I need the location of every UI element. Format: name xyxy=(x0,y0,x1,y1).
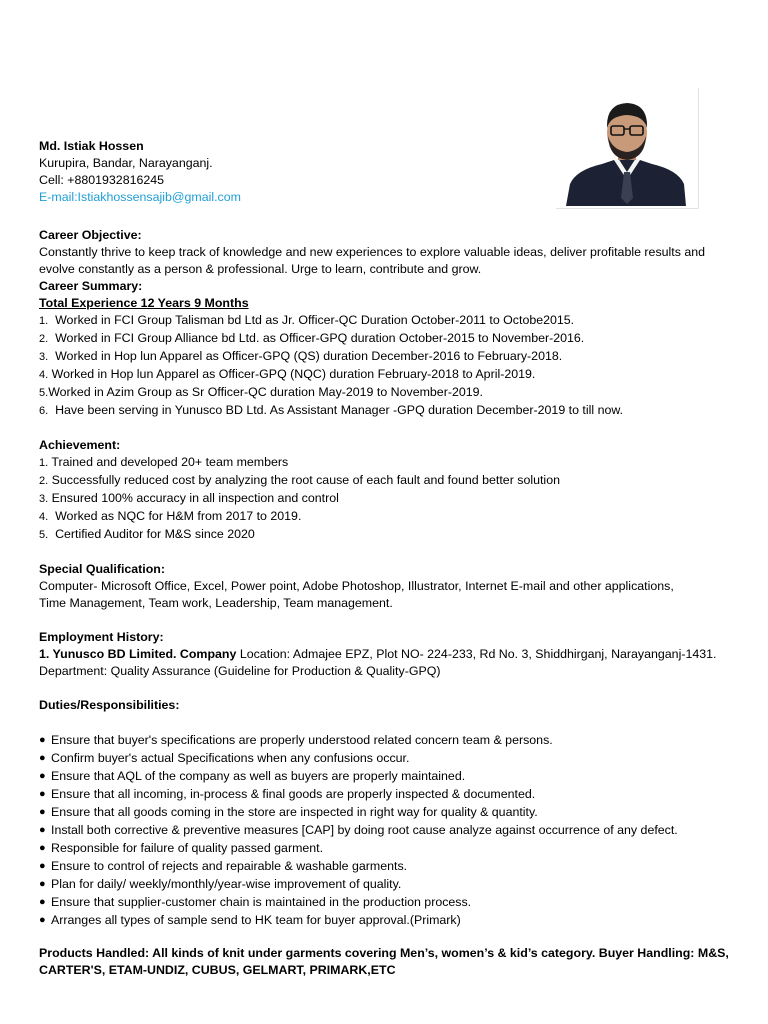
candidate-name: Md. Istiak Hossen xyxy=(39,139,144,153)
bullet-icon: ● xyxy=(39,878,46,890)
phone-number: Cell: +8801932816245 xyxy=(39,173,165,187)
career-objective-heading: Career Objective: xyxy=(39,228,142,242)
bullet-item xyxy=(39,767,739,785)
bullet-icon: ● xyxy=(39,806,46,818)
list-item: 1. Trained and developed 20+ team members xyxy=(39,455,289,469)
list-item: 5. Certified Auditor for M&S since 2020 xyxy=(39,527,255,541)
bullet-text: Ensure to control of rejects and repairable & washable garments. xyxy=(51,859,408,873)
bullet-text: Confirm buyer's actual Specifications when any confusions occur. xyxy=(51,751,410,765)
bullet-icon: ● xyxy=(39,914,46,926)
list-item: 4. Worked as NQC for H&M from 2017 to 2019. xyxy=(39,509,302,523)
bullet-icon: ● xyxy=(39,824,46,836)
bullet-text: Ensure that supplier-customer chain is maintained in the production process. xyxy=(51,895,472,909)
bullet-text: Ensure that buyer's specifications are properly understood related concern team & persons. xyxy=(51,733,553,747)
bullet-icon: ● xyxy=(39,770,46,782)
bullet-text: Ensure that all goods coming in the store are inspected in right way for quality & quantity. xyxy=(51,805,538,819)
bullet-text: Plan for daily/ weekly/monthly/year-wise improvement of quality. xyxy=(51,877,402,891)
email-link[interactable]: E-mail:Istiakhossensajib@gmail.com xyxy=(39,190,241,204)
bullet-item xyxy=(39,857,739,875)
list-item: 3. Worked in Hop lun Apparel as Officer-GPQ (QS) duration December-2016 to February-2018. xyxy=(39,349,563,363)
company-name: 1. Yunusco BD Limited. Company xyxy=(39,647,237,661)
list-item: 2. Successfully reduced cost by analyzing the root cause of each fault and found better solution xyxy=(39,473,560,487)
list-item: 2. Worked in FCI Group Alliance bd Ltd. as Officer-GPQ duration October-2015 to November-2016. xyxy=(39,331,585,345)
bullet-text: Ensure that AQL of the company as well as buyers are properly maintained. xyxy=(51,769,466,783)
achievement-list xyxy=(39,454,739,544)
address: Kurupira, Bandar, Narayanganj. xyxy=(39,156,213,170)
special-qualification-heading: Special Qualification: xyxy=(39,562,165,576)
list-item: 3. Ensured 100% accuracy in all inspection and control xyxy=(39,491,339,505)
list-item: 6. Have been serving in Yunusco BD Ltd. As Assistant Manager -GPQ duration December-2019 to till now. xyxy=(39,403,624,417)
list-item: 1. Worked in FCI Group Talisman bd Ltd as Jr. Officer-QC Duration October-2011 to Octobe2015. xyxy=(39,313,575,327)
company-location: Location: Admajee EPZ, Plot NO- 224-233, Rd No. 3, Shiddhirganj, Narayanganj-1431. xyxy=(239,647,717,661)
career-summary-heading: Career Summary: xyxy=(39,279,143,293)
bullet-item xyxy=(39,785,739,803)
career-summary-list xyxy=(39,312,739,420)
bullet-item xyxy=(39,803,739,821)
bullet-text: Ensure that all incoming, in-process & final goods are properly inspected & documented. xyxy=(51,787,536,801)
bullet-icon: ● xyxy=(39,842,46,854)
bullet-item xyxy=(39,839,739,857)
qualification-line: Computer- Microsoft Office, Excel, Power point, Adobe Photoshop, Illustrator, Internet E-mail and other applications, xyxy=(39,579,674,593)
qualification-line: Time Management, Team work, Leadership, Team management. xyxy=(39,596,393,610)
bullet-item xyxy=(39,893,739,911)
career-objective-text: Constantly thrive to keep track of knowledge and new experiences to explore valuable ideas, deliver profitable results and evolve constantly as a person & professional. Urge to learn, contribute and grow. xyxy=(39,245,706,276)
bullet-icon: ● xyxy=(39,788,46,800)
bullet-item xyxy=(39,821,739,839)
list-item: 5.Worked in Azim Group as Sr Officer-QC duration May-2019 to November-2019. xyxy=(39,385,483,399)
bullet-item xyxy=(39,749,739,767)
bullet-icon: ● xyxy=(39,752,46,764)
list-item: 4. Worked in Hop lun Apparel as Officer-GPQ (NQC) duration February-2018 to April-2019. xyxy=(39,367,536,381)
bullet-item xyxy=(39,875,739,893)
bullet-item xyxy=(39,911,739,929)
bullet-icon: ● xyxy=(39,860,46,872)
bullet-text: Arranges all types of sample send to HK team for buyer approval.(Primark) xyxy=(51,913,461,927)
total-experience: Total Experience 12 Years 9 Months xyxy=(39,296,249,310)
achievement-heading: Achievement: xyxy=(39,438,121,452)
resume-document xyxy=(39,138,739,979)
bullet-text: Install both corrective & preventive measures [CAP] by doing root cause analyze against occurrence of any defect. xyxy=(51,823,678,837)
employment-entry xyxy=(39,646,739,663)
employment-history-heading: Employment History: xyxy=(39,630,164,644)
duties-list xyxy=(39,731,739,929)
bullet-icon: ● xyxy=(39,896,46,908)
bullet-item xyxy=(39,731,739,749)
department: Department: Quality Assurance (Guideline for Production & Quality-GPQ) xyxy=(39,664,441,678)
duties-heading: Duties/Responsibilities: xyxy=(39,698,180,712)
bullet-icon: ● xyxy=(39,734,46,746)
products-handled: Products Handled: All kinds of knit under garments covering Men’s, women’s & kid’s category. Buyer Handling: M&S, CARTER'S, ETAM-UNDIZ, CUBUS, GELMART, PRIMARK,ETC xyxy=(39,946,729,977)
bullet-text: Responsible for failure of quality passed garment. xyxy=(51,841,324,855)
